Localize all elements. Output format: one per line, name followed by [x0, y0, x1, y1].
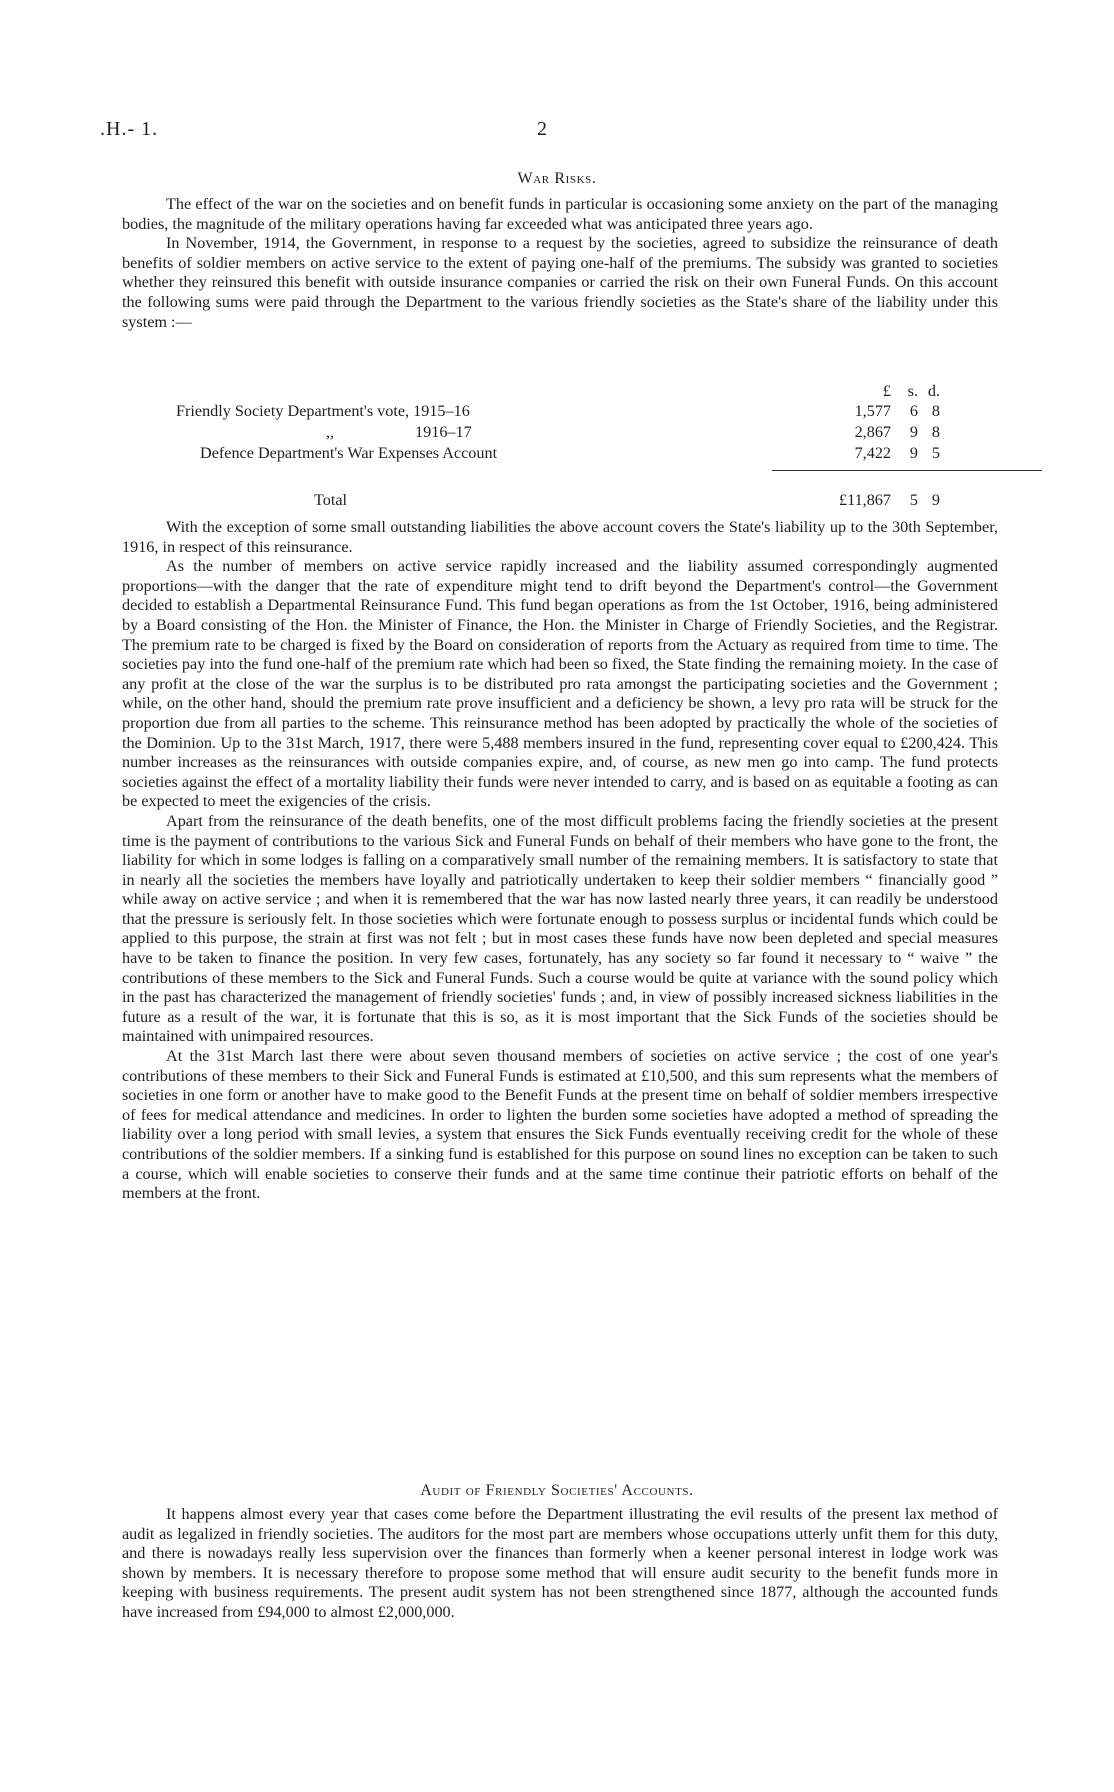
subsidy-table [122, 382, 998, 509]
row-label: Friendly Society Department's vote, 1915–16 [176, 402, 470, 420]
table-total-row [122, 491, 998, 512]
header-pence: d. [927, 382, 940, 400]
war-risks-intro [122, 195, 998, 332]
total-rule [772, 470, 1042, 471]
row-pounds: 2,867 [854, 423, 891, 441]
table-row [122, 402, 998, 423]
audit-body [122, 1505, 998, 1623]
section-title-war-risks: War Risks. [517, 170, 597, 187]
war-risks-continued [122, 518, 998, 1204]
page-number: 2 [537, 118, 547, 140]
paragraph: As the number of members on active service rapidly increased and the liability assumed correspondingly augmented proportions—with the danger that the rate of expenditure might tend to drift beyond the Department's control—the Government decided to establish a Departmental Reinsurance Fund. This fund began operations as from the 1st October, 1916, being administered by a Board consisting of the Hon. the Minister of Finance, the Hon. the Minister in Charge of Friendly Societies, and the Registrar. The premium rate to be charged is fixed by the Board on consideration of reports from the Actuary as required from time to time. The societies pay into the fund one-half of the premium rate which had been so fixed, the State finding the remaining moiety. In the case of any profit at the close of the war the surplus is to be distributed pro rata amongst the participating societies and the Government ; while, on the other hand, should the premium rate prove insufficient and a deficiency be shown, a levy pro rata will be struck for the proportion due from all parties to the scheme. This reinsurance method has been adopted by practically the whole of the societies of the Dominion. Up to the 31st March, 1917, there were 5,488 members insured in the fund, representing cover equal to £200,424. This number increases as the reinsurances with outside companies expire, and, of course, as new men go into camp. The fund protects societies against the effect of a mortality liability their funds were never intended to carry, and is based on as equitable a footing as can be expected to meet the exigencies of the crisis. [122, 557, 998, 811]
total-shillings: 5 [909, 491, 918, 509]
row-shillings: 6 [909, 402, 918, 420]
paragraph: At the 31st March last there were about seven thousand members of societies on active service ; the cost of one year's contributions of these members to their Sick and Funeral Funds is estimated at £10,500, and this sum represents what the members of societies in one form or another have to make good to the Benefit Funds at the present time on behalf of soldier members irrespective of fees for medical attendance and medicines. In order to lighten the burden some societies have adopted a method of spreading the liability over a long period with small levies, a system that ensures the Sick Funds eventually receiving credit for the whole of these contributions of the soldier members. If a sinking fund is established for this purpose on sound lines no exception can be taken to such a course, which will enable societies to conserve their funds and at the same time continue their patriotic efforts on behalf of the members at the front. [122, 1047, 998, 1203]
paragraph: In November, 1914, the Government, in response to a request by the societies, agreed to subsidize the reinsurance of death benefits of soldier members on active service to the extent of paying one-half of the premiums. The subsidy was granted to societies whether they reinsured this benefit with outside insurance companies or carried the risk on their own Funeral Funds. On this account the following sums were paid through the Department to the various friendly societies as the State's share of the liability under this system :— [122, 234, 998, 331]
paragraph: It happens almost every year that cases come before the Department illustrating the evil results of the present lax method of audit as legalized in friendly societies. The auditors for the most part are members whose occupations utterly unfit them for this duty, and there is nowadays really less supervision over the finances than formerly when a keener personal interest in lodge work was shown by members. It is necessary therefore to propose some method that will ensure audit security to the benefit funds more in keeping with business requirements. The present audit system has not been strengthened since 1877, although the accounted funds have increased from £94,000 to almost £2,000,000. [122, 1505, 998, 1621]
table-row [122, 444, 998, 465]
paragraph: With the exception of some small outstanding liabilities the above account covers the State's liability up to the 30th September, 1916, in respect of this reinsurance. [122, 518, 998, 556]
total-label: Total [314, 491, 348, 509]
row-shillings: 9 [909, 444, 918, 462]
total-pence: 9 [931, 491, 940, 509]
table-row [122, 423, 998, 444]
row-shillings: 9 [909, 423, 918, 441]
paragraph: The effect of the war on the societies and on benefit funds in particular is occasioning some anxiety on the part of the managing bodies, the magnitude of the military operations having far exceeded what was anticipated three years ago. [122, 195, 998, 233]
row-pence: 5 [931, 444, 940, 462]
section-title-audit: Audit of Friendly Societies' Accounts. [420, 1482, 694, 1499]
row-pence: 8 [931, 423, 940, 441]
row-pounds: 1,577 [854, 402, 891, 420]
row-pounds: 7,422 [854, 444, 891, 462]
row-label: ,, 1916–17 [326, 423, 472, 441]
document-reference: .H.- 1. [100, 118, 159, 140]
table-header [122, 382, 998, 402]
paragraph: Apart from the reinsurance of the death benefits, one of the most difficult problems facing the friendly societies at the present time is the payment of contributions to the various Sick and Funeral Funds on behalf of their members who have gone to the front, the liability for which in some lodges is falling on a comparatively small number of the remaining members. It is satisfactory to state that in nearly all the societies the members have loyally and patriotically undertaken to keep their soldier members “ financially good ” while away on active service ; and when it is remembered that the war has now lasted nearly three years, it can readily be understood that the pressure is seriously felt. In those societies which were fortunate enough to possess surplus or incidental funds which could be applied to this purpose, the strain at first was not felt ; but in most cases these funds have now been depleted and special measures have to be taken to finance the position. In very few cases, fortunately, has any society so far found it necessary to “ waive ” the contributions of these members to the Sick and Funeral Funds. Such a course would be quite at variance with the sound policy which in the past has characterized the management of friendly societies' funds ; and, in view of possibly increased sickness liabilities in the future as a result of the war, it is fortunate that this is so, as it is most important that the Sick Funds of the societies should be maintained with unimpaired resources. [122, 811, 998, 1046]
row-label: Defence Department's War Expenses Account [200, 444, 498, 462]
row-pence: 8 [931, 402, 940, 420]
total-pounds: £11,867 [838, 491, 891, 509]
header-pounds: £ [882, 382, 891, 400]
header-shillings: s. [907, 382, 918, 400]
